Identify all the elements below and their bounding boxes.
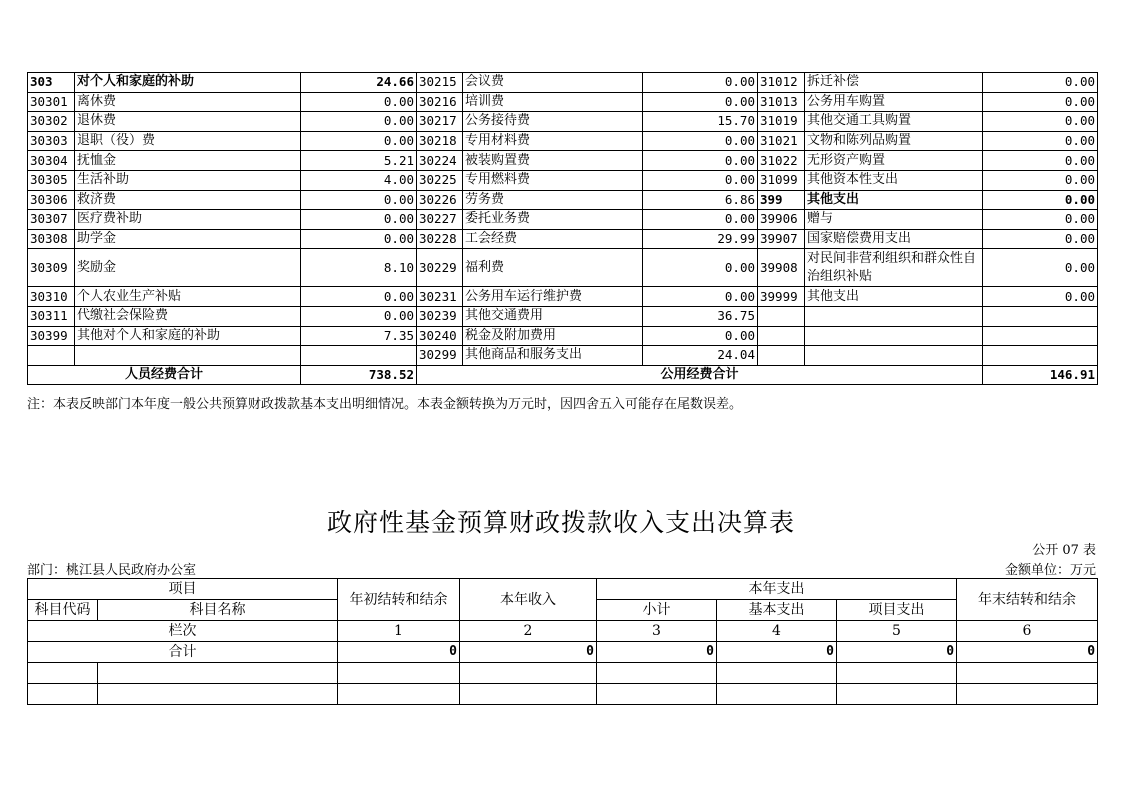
item-name: 拆迁补偿 xyxy=(805,73,983,93)
item-value xyxy=(983,326,1098,346)
totals-row xyxy=(28,365,1098,385)
item-code: 30309 xyxy=(28,249,75,287)
item-code: 30240 xyxy=(417,326,463,346)
item-code: 30304 xyxy=(28,151,75,171)
item-name: 代缴社会保险费 xyxy=(75,306,301,326)
total-value: 0 xyxy=(338,642,460,663)
item-name: 医疗费补助 xyxy=(75,210,301,230)
item-value: 0.00 xyxy=(983,210,1098,230)
item-code xyxy=(758,326,805,346)
item-name: 对民间非营利组织和群众性自治组织补贴 xyxy=(805,249,983,287)
item-value: 0.00 xyxy=(301,92,417,112)
item-value: 24.04 xyxy=(643,346,758,366)
total-value: 0 xyxy=(460,642,597,663)
item-value: 0.00 xyxy=(983,287,1098,307)
item-name: 专用材料费 xyxy=(463,131,643,151)
column-number-row xyxy=(28,621,1098,642)
table-row xyxy=(28,326,1098,346)
item-code: 30226 xyxy=(417,190,463,210)
header-item: 项目 xyxy=(28,579,338,600)
department-label: 部门：桃江县人民政府办公室 xyxy=(27,563,197,578)
column-label: 栏次 xyxy=(28,621,338,642)
item-value: 6.86 xyxy=(643,190,758,210)
header-expense: 本年支出 xyxy=(597,579,957,600)
amount-unit-label: 金额单位：万元 xyxy=(1004,563,1096,578)
item-value: 8.10 xyxy=(301,249,417,287)
item-value: 0.00 xyxy=(643,249,758,287)
form-number: 公开 07 表 xyxy=(1032,543,1096,558)
item-code xyxy=(28,346,75,366)
item-code: 30310 xyxy=(28,287,75,307)
item-value: 0.00 xyxy=(983,170,1098,190)
table-note: 注：本表反映部门本年度一般公共预算财政拨款基本支出明细情况。本表金额转换为万元时，因四舍五入可能存在尾数误差。 xyxy=(27,397,743,412)
table-row xyxy=(28,249,1098,287)
item-code: 30301 xyxy=(28,92,75,112)
total-public-label: 公用经费合计 xyxy=(417,365,983,385)
item-value xyxy=(983,346,1098,366)
item-name: 税金及附加费用 xyxy=(463,326,643,346)
header-begin-balance: 年初结转和结余 xyxy=(338,579,460,621)
item-value: 0.00 xyxy=(301,190,417,210)
table-row xyxy=(28,346,1098,366)
item-code: 30299 xyxy=(417,346,463,366)
col-num: 3 xyxy=(597,621,717,642)
header-basic: 基本支出 xyxy=(717,600,837,621)
header-project: 项目支出 xyxy=(837,600,957,621)
item-code: 30399 xyxy=(28,326,75,346)
item-code: 30227 xyxy=(417,210,463,230)
item-code: 30229 xyxy=(417,249,463,287)
item-name: 福利费 xyxy=(463,249,643,287)
item-code xyxy=(758,306,805,326)
empty-row xyxy=(28,663,1098,684)
item-code: 30308 xyxy=(28,229,75,249)
item-name: 无形资产购置 xyxy=(805,151,983,171)
item-name xyxy=(805,346,983,366)
item-name: 其他交通费用 xyxy=(463,306,643,326)
item-name: 其他商品和服务支出 xyxy=(463,346,643,366)
item-value: 29.99 xyxy=(643,229,758,249)
total-value: 0 xyxy=(957,642,1098,663)
item-code: 30224 xyxy=(417,151,463,171)
item-code: 30216 xyxy=(417,92,463,112)
item-value: 0.00 xyxy=(983,112,1098,132)
item-value: 0.00 xyxy=(983,190,1098,210)
item-name: 国家赔偿费用支出 xyxy=(805,229,983,249)
item-value: 24.66 xyxy=(301,73,417,93)
item-value xyxy=(983,306,1098,326)
fund-table-title: 政府性基金预算财政拨款收入支出决算表 xyxy=(326,508,795,537)
table-row xyxy=(28,170,1098,190)
item-code: 30218 xyxy=(417,131,463,151)
item-value: 0.00 xyxy=(643,210,758,230)
item-code: 30225 xyxy=(417,170,463,190)
item-name: 离休费 xyxy=(75,92,301,112)
empty-row xyxy=(28,684,1098,705)
item-code xyxy=(758,346,805,366)
col-num: 4 xyxy=(717,621,837,642)
item-value: 0.00 xyxy=(983,249,1098,287)
item-value: 0.00 xyxy=(301,210,417,230)
header-code: 科目代码 xyxy=(28,600,98,621)
item-value: 0.00 xyxy=(983,151,1098,171)
item-value: 7.35 xyxy=(301,326,417,346)
item-name: 培训费 xyxy=(463,92,643,112)
item-name: 其他资本性支出 xyxy=(805,170,983,190)
item-code: 39906 xyxy=(758,210,805,230)
total-public-value: 146.91 xyxy=(983,365,1098,385)
col-num: 1 xyxy=(338,621,460,642)
item-name: 其他交通工具购置 xyxy=(805,112,983,132)
item-name: 助学金 xyxy=(75,229,301,249)
header-name: 科目名称 xyxy=(98,600,338,621)
table-row xyxy=(28,190,1098,210)
table-row xyxy=(28,229,1098,249)
total-personnel-value: 738.52 xyxy=(301,365,417,385)
item-value: 0.00 xyxy=(643,326,758,346)
item-value: 0.00 xyxy=(301,131,417,151)
item-value: 36.75 xyxy=(643,306,758,326)
item-code: 30306 xyxy=(28,190,75,210)
item-name: 其他支出 xyxy=(805,287,983,307)
table-row xyxy=(28,112,1098,132)
item-name: 其他支出 xyxy=(805,190,983,210)
item-code: 30231 xyxy=(417,287,463,307)
item-name: 劳务费 xyxy=(463,190,643,210)
item-value: 0.00 xyxy=(643,73,758,93)
item-code: 30302 xyxy=(28,112,75,132)
item-name xyxy=(805,326,983,346)
item-name: 个人农业生产补贴 xyxy=(75,287,301,307)
item-code: 399 xyxy=(758,190,805,210)
fund-total-row xyxy=(28,642,1098,663)
item-code: 30311 xyxy=(28,306,75,326)
item-name: 对个人和家庭的补助 xyxy=(75,73,301,93)
item-name: 抚恤金 xyxy=(75,151,301,171)
table-row xyxy=(28,73,1098,93)
item-name: 文物和陈列品购置 xyxy=(805,131,983,151)
item-code: 30305 xyxy=(28,170,75,190)
item-name: 奖励金 xyxy=(75,249,301,287)
item-value: 15.70 xyxy=(643,112,758,132)
item-name: 专用燃料费 xyxy=(463,170,643,190)
item-code: 31022 xyxy=(758,151,805,171)
table-row xyxy=(28,210,1098,230)
item-value: 0.00 xyxy=(301,229,417,249)
item-value: 0.00 xyxy=(301,287,417,307)
item-name: 公务用车运行维护费 xyxy=(463,287,643,307)
total-value: 0 xyxy=(597,642,717,663)
item-name xyxy=(805,306,983,326)
item-code: 31021 xyxy=(758,131,805,151)
item-name: 救济费 xyxy=(75,190,301,210)
item-value: 0.00 xyxy=(643,151,758,171)
item-code: 31019 xyxy=(758,112,805,132)
item-code: 31012 xyxy=(758,73,805,93)
table-row xyxy=(28,306,1098,326)
item-code: 30217 xyxy=(417,112,463,132)
col-num: 6 xyxy=(957,621,1098,642)
item-code: 30303 xyxy=(28,131,75,151)
item-value: 0.00 xyxy=(983,131,1098,151)
item-name: 被装购置费 xyxy=(463,151,643,171)
item-code: 30215 xyxy=(417,73,463,93)
item-value: 4.00 xyxy=(301,170,417,190)
item-code: 39908 xyxy=(758,249,805,287)
col-num: 5 xyxy=(837,621,957,642)
government-fund-table xyxy=(27,578,1098,705)
item-name xyxy=(75,346,301,366)
item-value: 5.21 xyxy=(301,151,417,171)
table-row xyxy=(28,92,1098,112)
item-code: 39907 xyxy=(758,229,805,249)
item-name: 赠与 xyxy=(805,210,983,230)
expenditure-detail-table xyxy=(27,72,1098,385)
header-end-balance: 年末结转和结余 xyxy=(957,579,1098,621)
header-income: 本年收入 xyxy=(460,579,597,621)
total-personnel-label: 人员经费合计 xyxy=(28,365,301,385)
table-row xyxy=(28,287,1098,307)
item-code: 30307 xyxy=(28,210,75,230)
item-name: 退休费 xyxy=(75,112,301,132)
total-label: 合计 xyxy=(28,642,338,663)
item-name: 生活补助 xyxy=(75,170,301,190)
item-value: 0.00 xyxy=(301,112,417,132)
item-code: 39999 xyxy=(758,287,805,307)
item-code: 303 xyxy=(28,73,75,93)
item-name: 会议费 xyxy=(463,73,643,93)
item-code: 31099 xyxy=(758,170,805,190)
item-code: 31013 xyxy=(758,92,805,112)
item-value: 0.00 xyxy=(983,92,1098,112)
item-code: 30228 xyxy=(417,229,463,249)
col-num: 2 xyxy=(460,621,597,642)
item-value: 0.00 xyxy=(643,131,758,151)
item-value: 0.00 xyxy=(643,287,758,307)
item-name: 退职（役）费 xyxy=(75,131,301,151)
item-name: 委托业务费 xyxy=(463,210,643,230)
item-value: 0.00 xyxy=(983,229,1098,249)
item-value: 0.00 xyxy=(643,170,758,190)
item-value xyxy=(301,346,417,366)
total-value: 0 xyxy=(837,642,957,663)
total-value: 0 xyxy=(717,642,837,663)
item-name: 其他对个人和家庭的补助 xyxy=(75,326,301,346)
item-name: 公务接待费 xyxy=(463,112,643,132)
header-subtotal: 小计 xyxy=(597,600,717,621)
item-value: 0.00 xyxy=(643,92,758,112)
item-name: 公务用车购置 xyxy=(805,92,983,112)
table-row xyxy=(28,151,1098,171)
item-code: 30239 xyxy=(417,306,463,326)
table-row xyxy=(28,131,1098,151)
item-value: 0.00 xyxy=(983,73,1098,93)
item-name: 工会经费 xyxy=(463,229,643,249)
item-value: 0.00 xyxy=(301,306,417,326)
